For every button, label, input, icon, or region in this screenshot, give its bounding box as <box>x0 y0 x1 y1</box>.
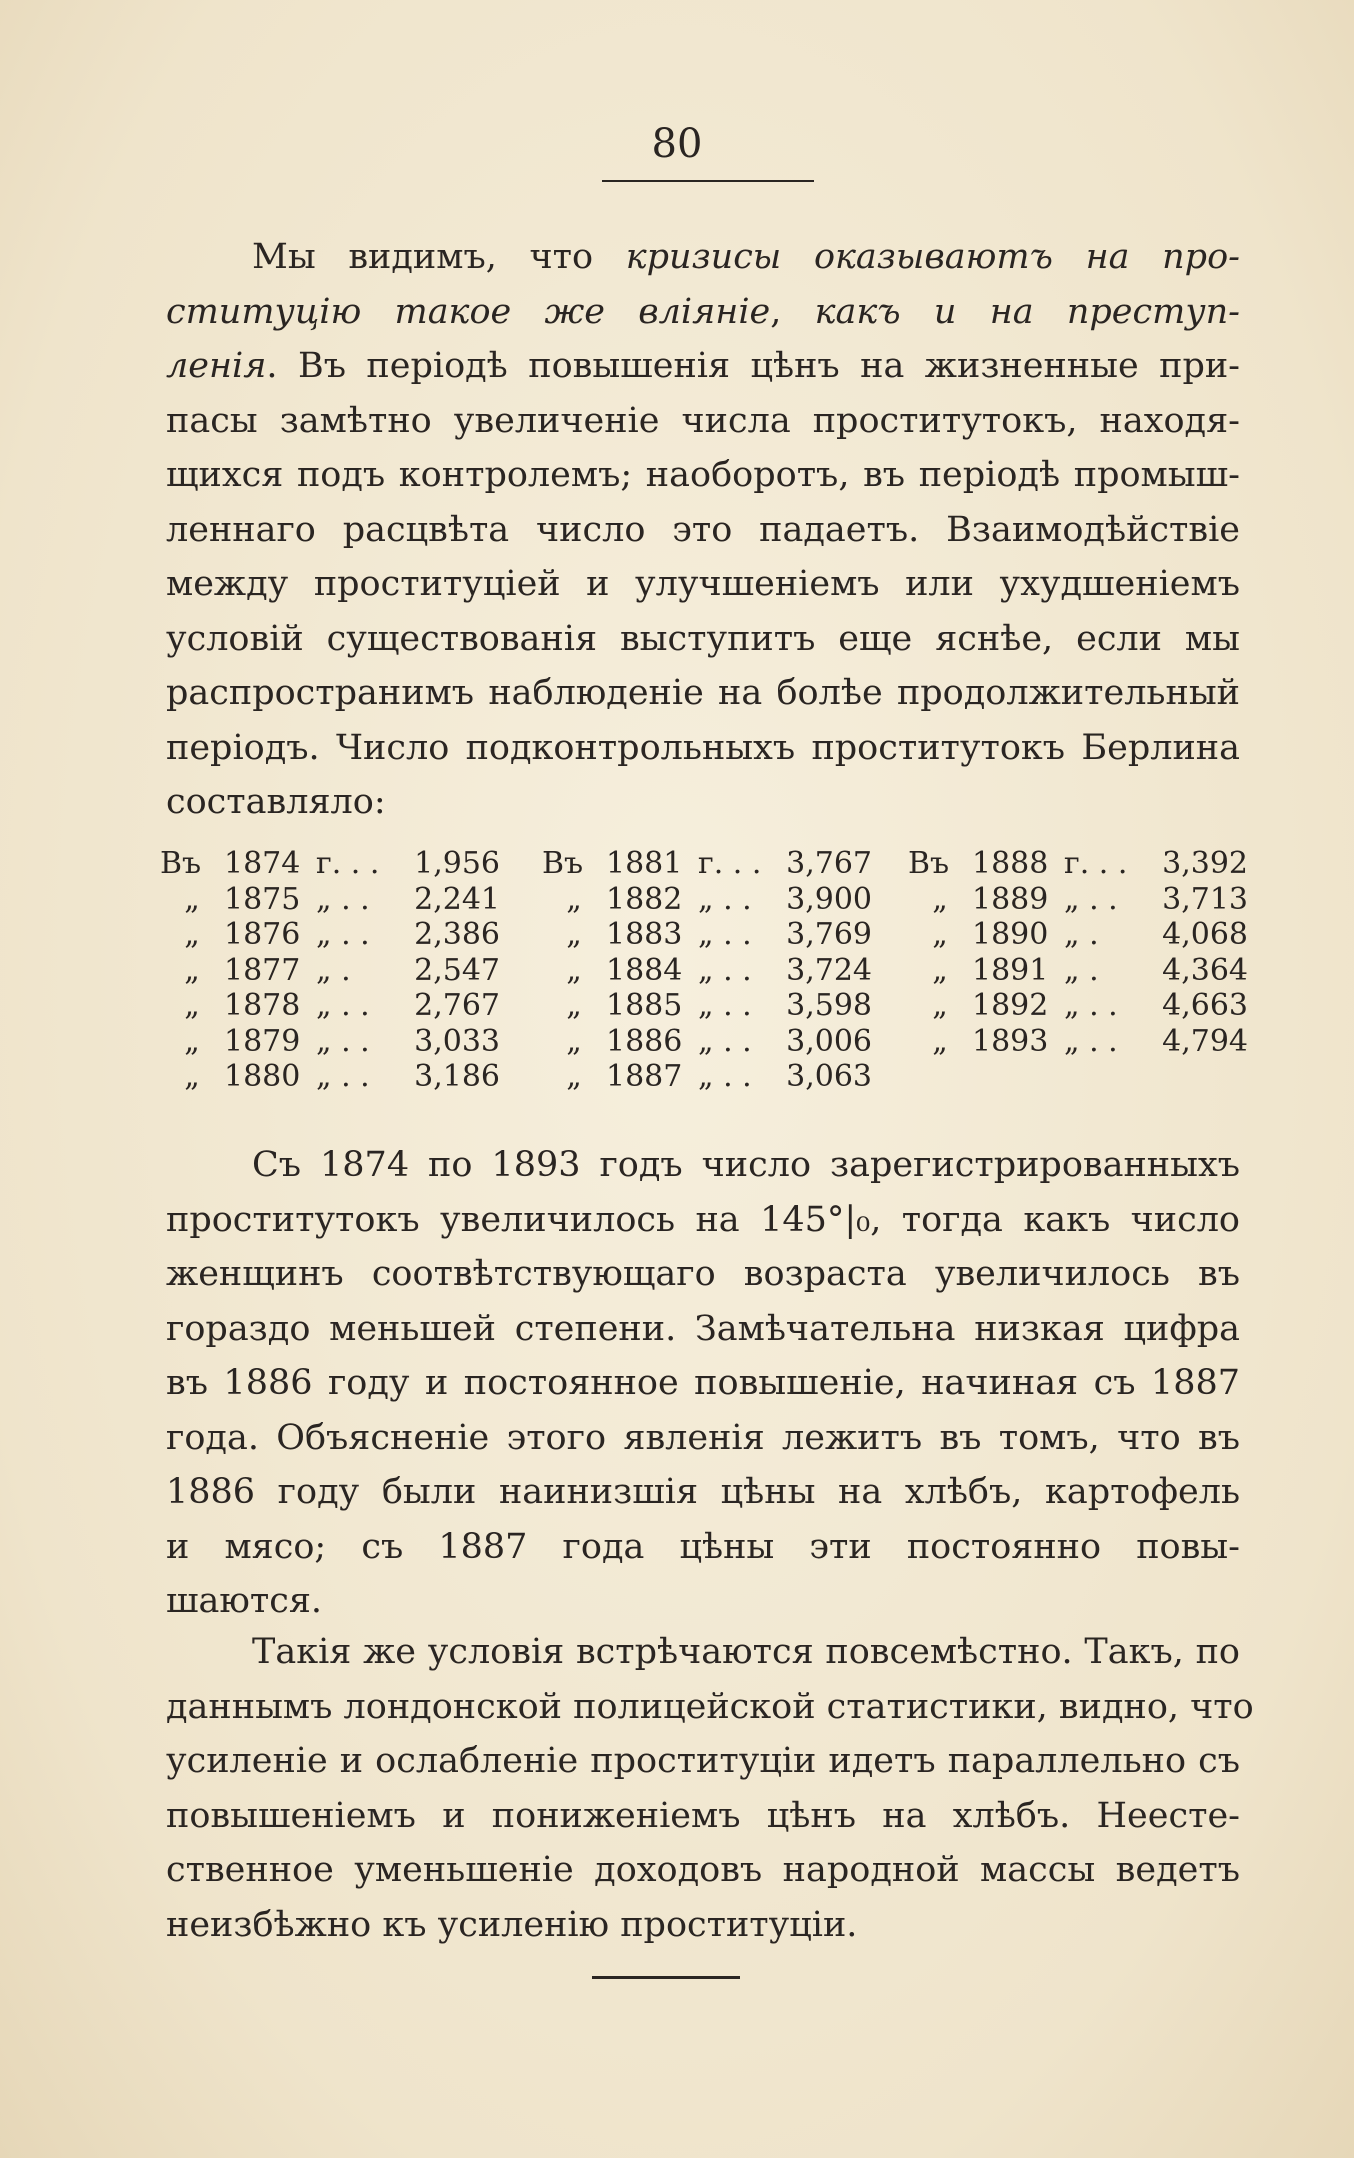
text-line: Такія же условія встрѣчаются повсемѣстно. Такъ, по <box>252 1632 1240 1672</box>
table-row <box>542 917 872 953</box>
table-row <box>160 846 500 882</box>
table-row <box>160 988 500 1024</box>
row-prefix: „ <box>184 917 200 952</box>
row-prefix: „ <box>932 952 948 988</box>
row-unit: „ . . <box>316 1023 370 1059</box>
row-unit: „ . . <box>698 1059 752 1094</box>
table-row <box>542 846 872 882</box>
text-line <box>166 775 1240 830</box>
row-year: 1882 <box>606 881 683 917</box>
italic-text: какъ и на преступ- <box>814 291 1240 332</box>
row-value: 3,063 <box>786 1059 872 1094</box>
table-row <box>908 953 1248 989</box>
row-value: 2,386 <box>414 917 500 952</box>
italic-text: ституцію такое же вліяніе <box>166 291 771 332</box>
table-row <box>160 1024 500 1060</box>
table-row <box>542 953 872 989</box>
row-unit: „ . . <box>316 917 370 952</box>
table-row <box>160 1059 500 1095</box>
row-prefix: „ <box>566 988 582 1023</box>
row-year: 1887 <box>606 1059 683 1094</box>
text-line: повышеніемъ и пониженіемъ цѣнъ на хлѣбъ. Неесте- <box>166 1795 1240 1836</box>
row-unit: „ . . <box>698 917 752 952</box>
row-year: 1883 <box>606 917 683 952</box>
row-year: 1889 <box>972 881 1049 917</box>
row-year: 1888 <box>972 846 1049 881</box>
italic-text: кризисы оказываютъ на про- <box>625 237 1240 277</box>
row-unit: г. . . <box>316 846 380 881</box>
text-line: женщинъ соотвѣтствующаго возраста увеличилось въ <box>166 1254 1240 1294</box>
table-row <box>160 917 500 953</box>
text-line <box>166 721 1240 776</box>
row-unit: „ . . <box>1064 988 1118 1023</box>
text-line <box>166 503 1240 558</box>
row-year: 1877 <box>224 952 301 988</box>
row-prefix: „ <box>184 988 200 1023</box>
row-value: 3,767 <box>786 846 872 881</box>
row-unit: „ . . <box>698 1023 752 1059</box>
text-line: года. Объясненіе этого явленія лежитъ въ томъ, что въ <box>166 1417 1240 1458</box>
row-prefix: Въ <box>160 846 202 881</box>
row-prefix: „ <box>184 881 200 917</box>
text-run: періодъ. Число подконтрольныхъ проститутокъ Берлина <box>166 727 1240 768</box>
paragraph-crises-influence <box>166 230 1240 830</box>
row-value: 3,724 <box>786 952 872 988</box>
table-row <box>542 1059 872 1095</box>
text-line: проститутокъ увеличилось на 145°|₀, тогда какъ число <box>166 1199 1240 1240</box>
row-unit: „ . . <box>316 1059 370 1094</box>
text-line <box>166 448 1240 503</box>
text-line: усиленіе и ослабленіе проституціи идетъ параллельно съ <box>166 1741 1240 1781</box>
row-year: 1880 <box>224 1059 301 1094</box>
table-row <box>908 1024 1248 1060</box>
text-line: шаются. <box>166 1581 323 1621</box>
row-unit: „ . <box>316 952 351 988</box>
row-unit: „ . . <box>698 881 752 917</box>
table-column <box>542 846 872 1095</box>
text-line <box>166 339 1240 394</box>
row-prefix: „ <box>184 952 200 988</box>
text-line <box>166 666 1240 721</box>
row-year: 1884 <box>606 952 683 988</box>
header-rule <box>602 180 814 182</box>
text-line <box>166 394 1240 449</box>
row-year: 1876 <box>224 917 301 952</box>
text-run: . Въ періодѣ повышенія цѣнъ на жизненные при- <box>266 346 1240 386</box>
row-prefix: „ <box>566 1023 582 1059</box>
row-prefix: „ <box>566 952 582 988</box>
row-unit: г. . . <box>1064 846 1128 881</box>
text-run: щихся подъ контролемъ; наоборотъ, въ періодѣ промыш- <box>166 455 1240 495</box>
row-prefix: „ <box>932 881 948 917</box>
paragraph-growth-1874-1893 <box>166 1138 1240 1629</box>
row-year: 1878 <box>224 988 301 1023</box>
text-line: неизбѣжно къ усиленію проституціи. <box>166 1904 858 1945</box>
table-column <box>160 846 500 1095</box>
table-row <box>908 988 1248 1024</box>
text-line <box>166 285 1240 340</box>
text-run: Мы видимъ, что <box>252 237 626 277</box>
row-value: 2,767 <box>414 988 500 1023</box>
table-row <box>908 846 1248 882</box>
row-prefix: „ <box>566 881 582 917</box>
text-line <box>166 557 1240 612</box>
row-value: 3,769 <box>786 917 872 952</box>
text-line: 1886 году были наинизшія цѣны на хлѣбъ, картофель <box>166 1472 1240 1512</box>
row-year: 1879 <box>224 1023 301 1059</box>
row-value: 4,794 <box>1162 1023 1248 1059</box>
text-run: составляло: <box>166 782 386 822</box>
text-run: между проституціей и улучшеніемъ или ухудшеніемъ <box>166 564 1240 604</box>
row-value: 3,713 <box>1162 881 1248 917</box>
row-unit: „ . . <box>316 988 370 1023</box>
table-row <box>908 917 1248 953</box>
text-run: условій существованія выступитъ еще яснѣе, если мы <box>166 618 1240 659</box>
row-value: 4,068 <box>1162 917 1248 952</box>
row-value: 3,900 <box>786 881 872 917</box>
row-unit: „ . . <box>1064 1023 1118 1059</box>
table-row <box>542 988 872 1024</box>
row-year: 1893 <box>972 1023 1049 1059</box>
row-prefix: Въ <box>542 846 584 881</box>
row-prefix: „ <box>932 988 948 1023</box>
italic-text: ленія <box>166 346 267 386</box>
row-year: 1874 <box>224 846 301 881</box>
text-line: и мясо; съ 1887 года цѣны эти постоянно повы- <box>166 1526 1240 1567</box>
row-value: 3,006 <box>786 1023 872 1059</box>
row-year: 1885 <box>606 988 683 1023</box>
text-line <box>166 612 1240 667</box>
row-value: 3,392 <box>1162 846 1248 881</box>
row-unit: „ . . <box>698 988 752 1023</box>
row-unit: г. . . <box>698 846 762 881</box>
text-run: леннаго расцвѣта число это падаетъ. Взаимодѣйствіе <box>166 509 1240 550</box>
text-line: гораздо меньшей степени. Замѣчательна низкая цифра <box>166 1308 1240 1349</box>
row-year: 1875 <box>224 881 301 917</box>
row-year: 1891 <box>972 952 1049 988</box>
row-year: 1881 <box>606 846 683 881</box>
row-year: 1892 <box>972 988 1049 1023</box>
row-year: 1890 <box>972 917 1049 952</box>
text-line: въ 1886 году и постоянное повышеніе, начиная съ 1887 <box>166 1363 1240 1403</box>
row-unit: „ . . <box>698 952 752 988</box>
row-unit: „ . <box>1064 917 1099 952</box>
row-year: 1886 <box>606 1023 683 1059</box>
row-value: 3,598 <box>786 988 872 1023</box>
row-prefix: „ <box>932 917 948 952</box>
row-value: 2,241 <box>414 881 500 917</box>
table-row <box>908 882 1248 918</box>
row-value: 2,547 <box>414 952 500 988</box>
table-row <box>160 882 500 918</box>
row-value: 3,033 <box>414 1023 500 1059</box>
row-prefix: „ <box>932 1023 948 1059</box>
row-unit: „ . <box>1064 952 1099 988</box>
table-row <box>542 882 872 918</box>
table-column <box>908 846 1248 1059</box>
paragraph-london-statistics <box>166 1625 1254 1952</box>
text-line <box>166 230 1240 285</box>
table-row <box>542 1024 872 1060</box>
text-run: , <box>770 291 815 332</box>
table-row <box>160 953 500 989</box>
text-run: пасы замѣтно увеличеніе числа проститутокъ, находя- <box>166 400 1240 441</box>
page-number: 80 <box>651 121 703 167</box>
text-run: распространимъ наблюденіе на болѣе продолжительный <box>166 673 1240 713</box>
row-value: 3,186 <box>414 1059 500 1094</box>
row-value: 4,663 <box>1162 988 1248 1023</box>
row-unit: „ . . <box>1064 881 1118 917</box>
row-prefix: Въ <box>908 846 950 881</box>
row-value: 4,364 <box>1162 952 1248 988</box>
text-line: ственное уменьшеніе доходовъ народной массы ведетъ <box>166 1850 1240 1890</box>
row-unit: „ . . <box>316 881 370 917</box>
row-prefix: „ <box>566 917 582 952</box>
row-value: 1,956 <box>414 846 500 881</box>
text-line: Съ 1874 по 1893 годъ число зарегистрированныхъ <box>252 1145 1240 1185</box>
text-line: даннымъ лондонской полицейской статистики, видно, что <box>166 1686 1254 1727</box>
row-prefix: „ <box>566 1059 582 1094</box>
row-prefix: „ <box>184 1059 200 1094</box>
closing-rule <box>592 1976 740 1979</box>
row-prefix: „ <box>184 1023 200 1059</box>
